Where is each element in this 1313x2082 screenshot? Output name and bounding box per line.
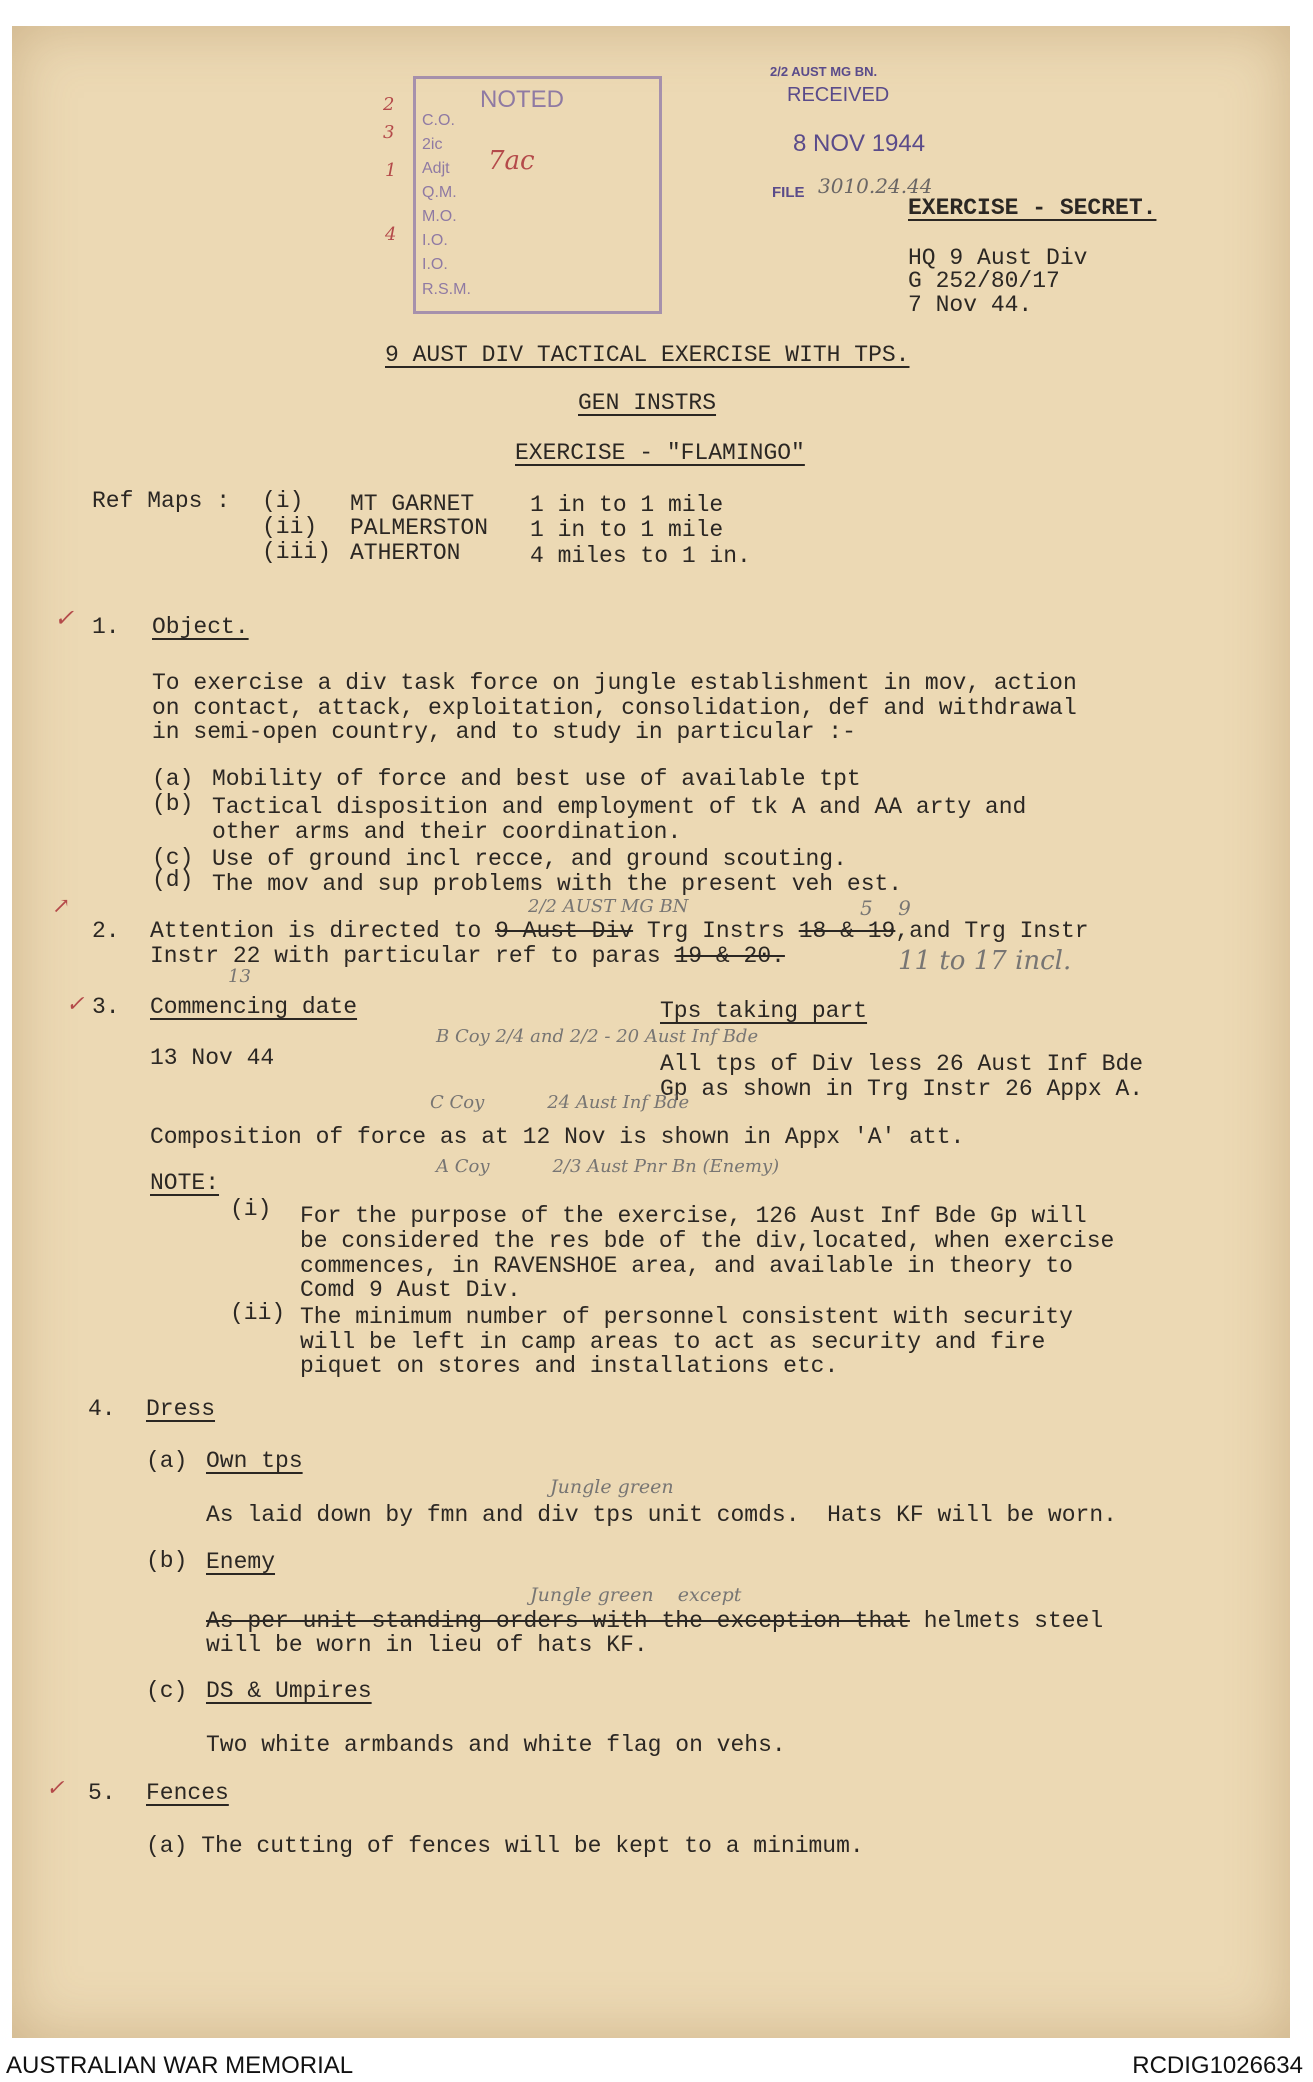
para-heading: Dress — [146, 1396, 216, 1422]
para-number: 1. — [92, 614, 120, 640]
ref-map-scale: 1 in to 1 mile — [530, 492, 724, 518]
ref-maps-label: Ref Maps : — [92, 488, 231, 514]
note-line: will be left in camp areas to act as security and fire — [300, 1329, 1046, 1355]
sub-heading: Enemy — [206, 1549, 276, 1575]
ref-map-num: (ii) — [262, 514, 318, 540]
exercise-name: EXERCISE - "FLAMINGO" — [515, 440, 805, 466]
stamp-role: Adjt — [422, 160, 450, 177]
stamp-noted-label: NOTED — [480, 86, 564, 113]
ref-map-name: ATHERTON — [350, 540, 461, 566]
item-line: Use of ground incl recce, and ground scouting. — [212, 846, 847, 872]
stamp-role: R.S.M. — [422, 281, 471, 298]
note-line: For the purpose of the exercise, 126 Aust Inf Bde Gp will — [300, 1203, 1087, 1229]
note-line: be considered the res bde of the div,located, when exercise — [300, 1228, 1115, 1254]
stamp-role: M.O. — [422, 208, 457, 225]
commencing-date: 13 Nov 44 — [150, 1045, 275, 1071]
item-line: Tactical disposition and employment of tk A and AA arty and — [212, 794, 1027, 820]
handwritten-note: C Coy 24 Aust Inf Bde — [430, 1092, 690, 1113]
para-heading: Tps taking part — [660, 998, 868, 1024]
stamp-handwritten-number: 4 — [385, 224, 397, 245]
sub-label: (c) — [146, 1678, 188, 1704]
stamp-role: Q.M. — [422, 184, 457, 201]
para-heading: Object. — [152, 614, 249, 640]
stamp-role: I.O. — [422, 232, 448, 249]
header-line: G 252/80/17 — [908, 268, 1060, 294]
note-num: (ii) — [230, 1300, 286, 1326]
stamp-role: 2ic — [422, 136, 443, 153]
handwritten-insert: Jungle green except — [530, 1584, 742, 1606]
composition-line: Composition of force as at 12 Nov is shown in Appx 'A' att. — [150, 1124, 965, 1150]
handwritten-insert: 11 to 17 incl. — [898, 946, 1072, 976]
item-label: (d) — [152, 867, 194, 893]
handwritten-insert: Jungle green — [550, 1476, 674, 1498]
dress-line: Two white armbands and white flag on vehs. — [206, 1732, 786, 1758]
footer-right: RCDIG1026634 — [1132, 2052, 1303, 2079]
note-line: Comd 9 Aust Div. — [300, 1277, 521, 1303]
ref-map-scale: 4 miles to 1 in. — [530, 543, 751, 569]
ref-map-name: MT GARNET — [350, 491, 475, 517]
received-label: RECEIVED — [787, 84, 890, 106]
stamp-initials: 7ac — [488, 146, 535, 176]
stamp-role: C.O. — [422, 112, 455, 129]
stamp-handwritten-number: 2 — [383, 94, 395, 115]
handwritten-note: A Coy 2/3 Aust Pnr Bn (Enemy) — [436, 1156, 780, 1177]
dress-line: will be worn in lieu of hats KF. — [206, 1632, 648, 1658]
para-line: on contact, attack, exploitation, consolidation, def and withdrawal — [152, 695, 1077, 721]
sub-label: (b) — [146, 1548, 188, 1574]
item-line: other arms and their coordination. — [212, 819, 682, 845]
note-line: piquet on stores and installations etc. — [300, 1353, 839, 1379]
received-unit: 2/2 AUST MG BN. — [770, 64, 878, 79]
footer-left: AUSTRALIAN WAR MEMORIAL — [6, 2052, 354, 2079]
sub-heading: Own tps — [206, 1448, 303, 1474]
para-line: in semi-open country, and to study in particular :- — [152, 719, 856, 745]
item-label: (b) — [152, 791, 194, 817]
item-label: (c) — [152, 845, 194, 871]
handwritten-note: B Coy 2/4 and 2/2 - 20 Aust Inf Bde — [436, 1026, 759, 1047]
sub-label: (a) — [146, 1448, 188, 1474]
para-number: 5. — [88, 1780, 116, 1806]
para2-line2: Instr 22 with particular ref to paras 19 & 20. — [150, 943, 785, 969]
stamp-handwritten-number: 1 — [385, 160, 397, 181]
note-line: commences, in RAVENSHOE area, and available in theory to — [300, 1253, 1073, 1279]
para-heading: Commencing date — [150, 994, 358, 1020]
received-file-label: FILE — [772, 184, 805, 201]
item-label: (a) — [152, 766, 194, 792]
handwritten-insert: 2/2 AUST MG BN — [528, 896, 689, 917]
handwritten-insert: 13 — [228, 966, 251, 987]
header-line: HQ 9 Aust Div — [908, 245, 1088, 271]
sub-heading: DS & Umpires — [206, 1678, 372, 1704]
fences-line: (a) The cutting of fences will be kept to a minimum. — [146, 1833, 864, 1859]
para2-line1: Attention is directed to 9 Aust Div Trg Instrs 18 & 19,and Trg Instr — [150, 918, 1089, 944]
ref-map-num: (iii) — [262, 539, 332, 565]
item-line: The mov and sup problems with the present veh est. — [212, 871, 903, 897]
header-line: 7 Nov 44. — [908, 292, 1033, 318]
ref-map-num: (i) — [262, 488, 304, 514]
para-line: To exercise a div task force on jungle establishment in mov, action — [152, 670, 1077, 696]
para-number: 4. — [88, 1396, 116, 1422]
para-heading: Fences — [146, 1780, 229, 1806]
dress-line: As laid down by fmn and div tps unit comds. Hats KF will be worn. — [206, 1502, 1117, 1528]
item-line: Mobility of force and best use of available tpt — [212, 766, 861, 792]
stamp-role: I.O. — [422, 256, 448, 273]
handwritten-insert: 5 9 — [860, 896, 911, 920]
dress-line: As per unit standing orders with the exception that helmets steel — [206, 1608, 1104, 1634]
ref-map-scale: 1 in to 1 mile — [530, 517, 724, 543]
document-title: 9 AUST DIV TACTICAL EXERCISE WITH TPS. — [385, 342, 910, 368]
classification: EXERCISE - SECRET. — [908, 195, 1157, 221]
tps-line: Gp as shown in Trg Instr 26 Appx A. — [660, 1076, 1144, 1102]
note-line: The minimum number of personnel consistent with security — [300, 1304, 1073, 1330]
ref-map-name: PALMERSTON — [350, 515, 489, 541]
stamp-handwritten-number: 3 — [383, 122, 395, 143]
note-label: NOTE: — [150, 1170, 220, 1196]
received-date: 8 NOV 1944 — [793, 130, 926, 157]
tps-line: All tps of Div less 26 Aust Inf Bde — [660, 1051, 1144, 1077]
para-number: 2. — [92, 918, 120, 944]
para-number: 3. — [92, 994, 120, 1020]
received-file-number: 3010.24.44 — [818, 174, 933, 198]
note-num: (i) — [230, 1196, 272, 1222]
document-subtitle: GEN INSTRS — [578, 390, 717, 416]
